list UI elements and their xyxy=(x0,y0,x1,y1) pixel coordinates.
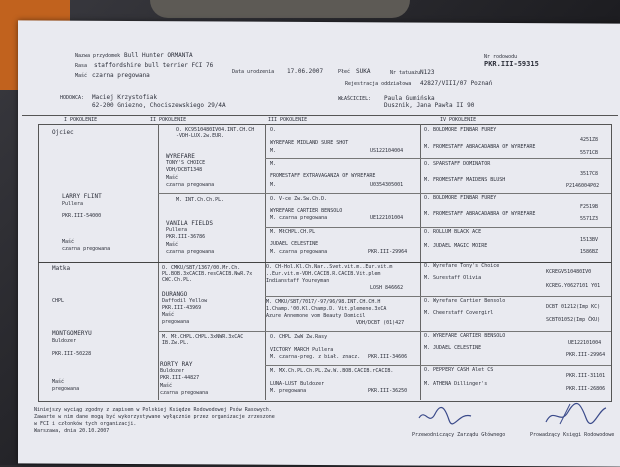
gen4-reg: 1513BV xyxy=(580,237,599,243)
father-color: czarna pregowana xyxy=(62,246,111,252)
color-label: Maść xyxy=(75,73,88,79)
father-label: Ojciec xyxy=(52,129,74,136)
sex-label: Płeć xyxy=(338,69,351,75)
gen4-sire: O. SPARSTAFF DOMINATOR xyxy=(424,161,491,167)
gen4-reg: 4251Z8 xyxy=(580,137,599,143)
gen2-titles: M. Mł.CHPL.CHPL.3xNWR.3xCAC xyxy=(162,334,244,340)
gen4-reg: 5571CB xyxy=(580,150,599,156)
dob-value: 17.06.2007 xyxy=(287,68,324,75)
gen4-reg: PKR.III-29964 xyxy=(566,352,606,358)
gen3-name: VICTORY MARCH Pullera xyxy=(270,347,334,353)
gen2-titles: O. CMKU/SBT/1367/00.Mr.Ch. xyxy=(162,265,241,271)
column-header-gen4: IV POKOLENIE xyxy=(440,117,477,123)
gen3-name: WYREFARE MIDLAND SURE SHOT xyxy=(270,140,349,146)
breeder-label: HODOWCA: xyxy=(60,95,85,101)
gen4-reg: UE122101004 xyxy=(568,340,602,346)
gen4-reg: 3517C8 xyxy=(580,171,599,177)
footer-note: Zawarte w nim dane mogą być wykorzystywane wyłącznie przez organizacje zrzeszone xyxy=(34,414,275,420)
gen2-titles: PL.BOB.3xCACIB.resCACIB.NwR.7x xyxy=(162,271,253,277)
gen4-reg: 5571Z3 xyxy=(580,216,599,222)
gen4-dam: M. ATHENA Dillinger's xyxy=(424,381,488,387)
gen4-sire: O. PEPPERY CASH Alet CS xyxy=(424,367,494,373)
mother-champion: CHPL xyxy=(52,298,65,304)
dog-name: Bull Hunter ORMANTA xyxy=(124,52,193,59)
gen2-color: czarna pregowana xyxy=(166,182,215,188)
gen4-sire: O. WYREFARE CARTIER BENSOLO xyxy=(424,333,506,339)
gen3-titles: O. CHPL ZwW Zw.Rasy xyxy=(270,334,328,340)
gen4-dam: M. FROMESTAFF ABRACADABRA OF WYREFARE xyxy=(424,211,536,217)
owner-address: Dusznik, Jana Pawła II 90 xyxy=(384,102,475,109)
gen2-name: TONY'S CHOICE xyxy=(166,160,206,166)
gen4-sire: O. BOLDMORE FINBAR FUREY xyxy=(424,127,497,133)
gen3-color: M. xyxy=(270,182,277,188)
gen3-name: WYREFARE CARTIER BENSOLO xyxy=(270,208,343,214)
gen2-name: Pullera xyxy=(166,227,188,233)
mother-name: MONTGOMERYU xyxy=(52,330,92,337)
mother-kennel: Buldozer xyxy=(52,338,77,344)
gen3-titles: M. MX.Ch.PL.Ch.PL.Zw.W..BOB.CACIB.rCACIB. xyxy=(270,368,394,374)
gen3-reg: UE122101004 xyxy=(370,215,404,221)
pedigree-table xyxy=(38,124,612,402)
gen4-reg: P2146004P02 xyxy=(566,183,600,189)
gen2-name: WYREFARE xyxy=(166,153,195,160)
mother-label: Matka xyxy=(52,265,71,272)
gen3-name: LUNA-LUST Buldozer xyxy=(270,381,325,387)
column-header-gen1: I POKOLENIE xyxy=(64,117,98,123)
header-rule xyxy=(22,115,618,116)
gen2-color: czarna pregowana xyxy=(160,390,209,396)
gen4-dam: M. FROMESTAFF MAIDENS BLUSH xyxy=(424,177,506,183)
gen2-color: czarna pregowana xyxy=(166,249,215,255)
row-divider-gen2 xyxy=(158,193,611,194)
gen4-sire: O. ROLLUM BLACK ACE xyxy=(424,229,482,235)
gen2-titles: CWC.Ch.PL. xyxy=(162,277,193,283)
gen2-titles: O. KC9510480IV04.INT.CH.CH xyxy=(176,127,255,133)
gen4-sire: O. BOLDMORE FINBAR FUREY xyxy=(424,195,497,201)
signature-registrar xyxy=(540,400,610,430)
gen4-reg: KCREGV510480IV0 xyxy=(546,269,592,275)
column-header-gen2: II POKOLENIE xyxy=(150,117,187,123)
gen3-name: 1.Champ.'00.Kl.Champ.D. Vit.plemene.3xCA xyxy=(266,306,387,312)
tattoo-value: N123 xyxy=(420,69,435,76)
gen3-titles: O. V-ce Zw.Sw.Ch.D. xyxy=(270,196,328,202)
gen2-color-label: Maść xyxy=(160,383,173,389)
row-divider-parents xyxy=(38,262,611,263)
gen4-reg: PKR.III-26806 xyxy=(566,386,606,392)
signature-label-registrar: Prowadzący Księgi Rodowodowe xyxy=(530,432,615,438)
owner-label: WŁAŚCICIEL: xyxy=(338,96,372,102)
gen2-name: DURANGO xyxy=(162,291,188,298)
row-divider-gen3 xyxy=(265,296,611,297)
gen4-dam: M. JUDAEL MAGIC MOIRE xyxy=(424,243,488,249)
row-divider-gen3 xyxy=(265,365,611,366)
gen2-color-label: Maść xyxy=(166,175,179,181)
footer-place-date: Warszawa, dnia 20.10.2007 xyxy=(34,428,110,434)
gen4-reg: KCREG.Y0627101 Y01 xyxy=(546,283,601,289)
sex-value: SUKA xyxy=(356,68,371,75)
row-divider-gen2 xyxy=(158,331,611,332)
mother-pkr: PKR.III-50228 xyxy=(52,351,92,357)
gen3-titles: M. xyxy=(270,161,277,167)
gen2-reg: VDH/DCBT1348 xyxy=(166,167,203,173)
gen2-titles: IB.Zw.PL. xyxy=(162,340,190,346)
registration-label: Rejestracja oddziałowa xyxy=(345,81,412,87)
gen4-reg: 1586BZ xyxy=(580,249,599,255)
pedigree-label: Nr rodowodu xyxy=(484,54,518,60)
gen3-reg: VDH/DCBT (01)427 xyxy=(356,320,405,326)
gen2-titles: -VDH-LUX.2w.EUR. xyxy=(176,133,225,139)
gen3-titles: O. xyxy=(270,127,277,133)
pedigree-number: PKR.III-59315 xyxy=(484,60,539,68)
gen3-name: ..Eur.vit.m-VDH.CACIB.R.CACIB.Vit.plem xyxy=(266,271,381,277)
gen4-reg: F2519B xyxy=(580,204,599,210)
registration-value: 42827/VIII/07 Poznań xyxy=(420,80,493,87)
gen3-color: Indianstaff Youreyman xyxy=(266,278,330,284)
father-pkr: PKR.III-54000 xyxy=(62,213,102,219)
gen2-name: RORTY RAY xyxy=(160,361,193,368)
gen3-reg: PKR.III-34606 xyxy=(368,354,408,360)
breed-label: Rasa xyxy=(75,63,88,69)
breeder-name: Maciej Krzystofiak xyxy=(92,94,158,101)
tattoo-label: Nr tatuażu xyxy=(390,70,421,76)
column-header-gen3: III POKOLENIE xyxy=(268,117,308,123)
gen2-color: pregowana xyxy=(162,319,190,325)
footer-note: w FCI i członków tych organizacji. xyxy=(34,421,137,427)
breed: staffordshire bull terrier FCI 76 xyxy=(94,62,214,69)
gen2-reg: PKR.III-43969 xyxy=(162,305,202,311)
gen4-dam: M. FROMESTAFF ABRACADABRA OF WYREFARE xyxy=(424,144,536,150)
row-divider-gen3 xyxy=(265,227,611,228)
color-value: czarna pregowana xyxy=(92,72,150,79)
name-label: Nazwa przydomek xyxy=(75,53,121,59)
gen3-color: Azure Annemone vom Beauty Domicil xyxy=(266,313,366,319)
gen3-color: M. pregowana xyxy=(270,388,307,394)
gen3-titles: M. CMKU/SBT/7017/-97/96/98.INT.CH.CH.H xyxy=(266,299,381,305)
gen2-name: Buldozer xyxy=(160,368,185,374)
row-divider-gen3 xyxy=(265,158,611,159)
gen2-titles: M. INT.Ch.Ch.PL. xyxy=(176,197,225,203)
gen2-name: Daffodil Yellow xyxy=(162,298,208,304)
gen4-reg: DCBT 01212(Imp KC) xyxy=(546,304,601,310)
gen4-reg: SCBT01052(Imp ČKU) xyxy=(546,317,601,323)
gen3-reg: U0354305001 xyxy=(370,182,404,188)
gen4-sire: O. Wyrefare Tony's Choice xyxy=(424,263,500,269)
gen2-name: VANILA FIELDS xyxy=(166,220,213,227)
gen4-dam: M. JUDAEL CELESTINE xyxy=(424,345,482,351)
gen3-name: FROMESTAFF EXTRAVAGANZA OF WYREFARE xyxy=(270,173,376,179)
gen3-reg: US122104004 xyxy=(370,148,404,154)
gen3-color: M. xyxy=(270,148,277,154)
gen4-dam: M. Surestaff Olivia xyxy=(424,275,482,281)
father-kennel: Pullera xyxy=(62,201,84,207)
background-lamp xyxy=(150,0,410,18)
breeder-address: 62-200 Gniezno, Chociszewskiego 29/4A xyxy=(92,102,226,109)
gen2-reg: PKR.III-44827 xyxy=(160,375,200,381)
gen3-name: JUDAEL CELESTINE xyxy=(270,241,319,247)
gen4-dam: M. Cheerstaff Covergirl xyxy=(424,310,494,316)
dob-label: Data urodzenia xyxy=(232,69,275,75)
mother-color-label: Maść xyxy=(52,379,65,385)
gen2-reg: PKR.III-36786 xyxy=(166,234,206,240)
father-color-label: Maść xyxy=(62,239,75,245)
gen3-color: M. czarna pregowana xyxy=(270,249,328,255)
father-name: LARRY FLINT xyxy=(62,193,102,200)
signature-chairman xyxy=(415,404,475,428)
gen2-color-label: Maść xyxy=(162,312,175,318)
gen3-reg: LOSH 846662 xyxy=(370,285,404,291)
mother-color: pregowana xyxy=(52,386,80,392)
owner-name: Paula Gumińska xyxy=(384,95,435,102)
gen3-color: M. czarna pregowana xyxy=(270,215,328,221)
gen4-reg: PKR.III-31101 xyxy=(566,373,606,379)
gen3-color: M. czarna-preg. z biał. znacz. xyxy=(270,354,361,360)
gen3-reg: PKR.III-29964 xyxy=(368,249,408,255)
gen3-titles: M. MłCHPL.CH.PL xyxy=(270,229,316,235)
gen3-titles: O. CH-Hol.Kl.Ch.Nar..Svet.vit.m..Eur.vit.m xyxy=(266,264,393,270)
footer-note: Niniejszy wyciąg zgodny z zapisem w Polskiej Księdze Rodowodowej Psów Rasowych. xyxy=(34,407,272,413)
gen2-color-label: Maść xyxy=(166,242,179,248)
signature-label-chairman: Przewodniczący Zarządu Głównego xyxy=(412,432,506,438)
gen4-sire: O. Wyrefare Cartier Bensolo xyxy=(424,298,506,304)
gen3-reg: PKR.III-36250 xyxy=(368,388,408,394)
